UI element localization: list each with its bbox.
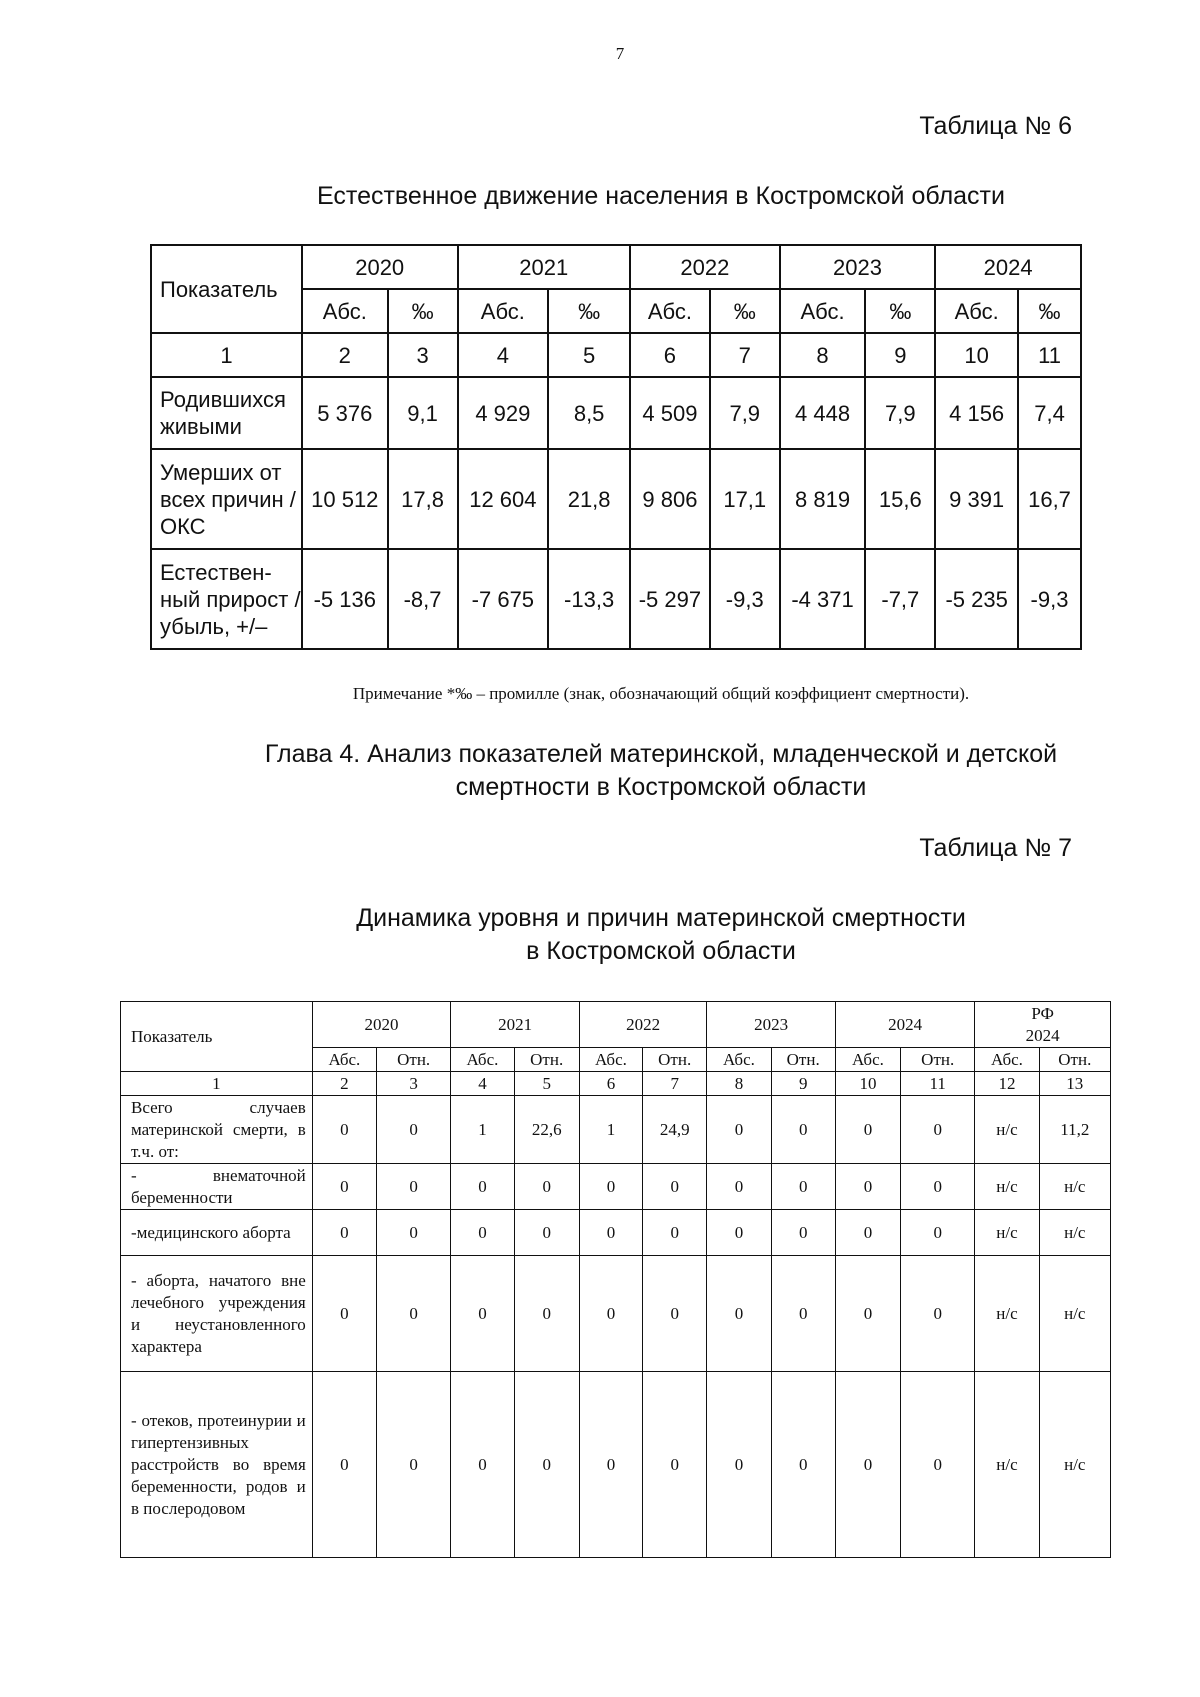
table6-cell: 9,1 xyxy=(388,377,458,449)
table7-column-number: 4 xyxy=(451,1072,514,1096)
table7-header-year: 2022 xyxy=(579,1002,707,1048)
table6-header-abs: Абс. xyxy=(458,289,549,333)
table7-cell: 0 xyxy=(514,1372,579,1558)
table7-header-year: 2020 xyxy=(312,1002,451,1048)
table7-header-rel: Отн. xyxy=(1039,1048,1110,1072)
table7-column-number: 5 xyxy=(514,1072,579,1096)
table6-header-abs: Абс. xyxy=(780,289,866,333)
table7-cell: 0 xyxy=(835,1096,900,1164)
table6-header-abs: Абс. xyxy=(302,289,388,333)
table6-header-years-row xyxy=(151,245,1081,289)
table7-cell: н/с xyxy=(1039,1372,1110,1558)
table7-maternal-mortality xyxy=(120,1001,1111,1558)
table7-header-abs: Абс. xyxy=(451,1048,514,1072)
table7-cell: 0 xyxy=(707,1164,771,1210)
table7-cell: 0 xyxy=(312,1210,376,1256)
table6-cell: -5 136 xyxy=(302,549,388,649)
table7-column-number: 13 xyxy=(1039,1072,1110,1096)
table6-cell: 4 929 xyxy=(458,377,549,449)
table7-header-rf xyxy=(975,1002,1111,1048)
table6-cell: 4 448 xyxy=(780,377,866,449)
table6-natural-movement xyxy=(150,244,1082,650)
table7-header-abs: Абс. xyxy=(975,1048,1039,1072)
table6-number-label: Таблица № 6 xyxy=(919,112,1072,140)
table7-cell: 0 xyxy=(514,1210,579,1256)
table7-cell: н/с xyxy=(975,1096,1039,1164)
table6-cell: 7,4 xyxy=(1018,377,1081,449)
table7-cell: н/с xyxy=(975,1164,1039,1210)
table7-cell: 0 xyxy=(377,1210,451,1256)
table6-column-number: 8 xyxy=(780,333,866,377)
table7-cell: 0 xyxy=(377,1372,451,1558)
table7-row-label: - аборта, начатого вне лечебного учреждения и неустановленного характера xyxy=(121,1256,313,1372)
table7-header-rf-line1: РФ xyxy=(1031,1003,1054,1023)
table7-cell: 0 xyxy=(835,1164,900,1210)
table7-row-ectopic xyxy=(121,1164,1111,1210)
table7-cell: 0 xyxy=(835,1256,900,1372)
table7-cell: 0 xyxy=(451,1372,514,1558)
table6-row-label: Естествен-ный прирост / убыль, +/– xyxy=(151,549,302,649)
table7-column-number: 10 xyxy=(835,1072,900,1096)
table6-column-numbers-row xyxy=(151,333,1081,377)
table7-header-years-row xyxy=(121,1002,1111,1048)
table7-cell: 0 xyxy=(579,1256,642,1372)
table6-cell: 17,1 xyxy=(710,449,780,549)
table6-header-year: 2023 xyxy=(780,245,936,289)
table6-cell: 4 156 xyxy=(935,377,1018,449)
table7-cell: 0 xyxy=(707,1372,771,1558)
table6-cell: -13,3 xyxy=(548,549,630,649)
table7-row-label: -медицинского аборта xyxy=(121,1210,313,1256)
table7-cell: н/с xyxy=(1039,1164,1110,1210)
table7-cell: 0 xyxy=(707,1210,771,1256)
table7-header-year: 2023 xyxy=(707,1002,836,1048)
table6-column-number: 7 xyxy=(710,333,780,377)
table7-header-abs: Абс. xyxy=(707,1048,771,1072)
table7-row-edema-hypertension xyxy=(121,1372,1111,1558)
table6-column-number: 11 xyxy=(1018,333,1081,377)
table7-cell: 0 xyxy=(771,1210,835,1256)
table7-cell: 0 xyxy=(377,1164,451,1210)
table6-cell: 9 806 xyxy=(630,449,710,549)
table7-header-rel: Отн. xyxy=(771,1048,835,1072)
table7-cell: 0 xyxy=(312,1372,376,1558)
table7-column-numbers-row xyxy=(121,1072,1111,1096)
table7-header-rel: Отн. xyxy=(901,1048,975,1072)
table6-cell: 10 512 xyxy=(302,449,388,549)
table6-cell: -4 371 xyxy=(780,549,866,649)
table7-cell: 0 xyxy=(514,1256,579,1372)
chapter4-title xyxy=(150,738,1172,804)
table6-cell: 21,8 xyxy=(548,449,630,549)
table7-row-label: - отеков, протеинурии и гипертензивных расстройств во время беременности, родов и в послеродовом xyxy=(121,1372,313,1558)
table6-cell: -5 235 xyxy=(935,549,1018,649)
table7-number-label: Таблица № 7 xyxy=(919,834,1072,862)
table7-header-rel: Отн. xyxy=(514,1048,579,1072)
table7-cell: 0 xyxy=(771,1256,835,1372)
table6-cell: -9,3 xyxy=(710,549,780,649)
table6-cell: 17,8 xyxy=(388,449,458,549)
table7-cell: 0 xyxy=(514,1164,579,1210)
table7-cell: н/с xyxy=(1039,1210,1110,1256)
table6-cell: 8,5 xyxy=(548,377,630,449)
table6-cell: -7,7 xyxy=(865,549,935,649)
table7-cell: 0 xyxy=(579,1210,642,1256)
table6-header-year: 2020 xyxy=(302,245,458,289)
table7-cell: 0 xyxy=(377,1256,451,1372)
table6-header-indicator: Показатель xyxy=(151,245,302,333)
chapter4-title-line2: смертности в Костромской области xyxy=(455,773,867,801)
table6-header-year: 2024 xyxy=(935,245,1081,289)
table7-column-number: 1 xyxy=(121,1072,313,1096)
table7-column-number: 12 xyxy=(975,1072,1039,1096)
table7-cell: 0 xyxy=(643,1164,707,1210)
table7-cell: 0 xyxy=(771,1164,835,1210)
table6-cell: 16,7 xyxy=(1018,449,1081,549)
table6-column-number: 2 xyxy=(302,333,388,377)
table7-cell: 22,6 xyxy=(514,1096,579,1164)
table6-column-number: 9 xyxy=(865,333,935,377)
table7-header-abs: Абс. xyxy=(312,1048,376,1072)
table6-column-number: 3 xyxy=(388,333,458,377)
table7-cell: н/с xyxy=(975,1256,1039,1372)
table7-cell: 0 xyxy=(771,1096,835,1164)
table7-cell: н/с xyxy=(975,1210,1039,1256)
table7-header-rel: Отн. xyxy=(643,1048,707,1072)
table7-column-number: 8 xyxy=(707,1072,771,1096)
table7-header-year: 2021 xyxy=(451,1002,580,1048)
table6-row-label: Умерших от всех причин / ОКС xyxy=(151,449,302,549)
table7-header-year: 2024 xyxy=(835,1002,975,1048)
table7-cell: 0 xyxy=(771,1372,835,1558)
table7-cell: 1 xyxy=(451,1096,514,1164)
table6-column-number: 4 xyxy=(458,333,549,377)
table7-row-medical-abortion xyxy=(121,1210,1111,1256)
table6-cell: 4 509 xyxy=(630,377,710,449)
table6-cell: 15,6 xyxy=(865,449,935,549)
table7-title xyxy=(150,902,1172,968)
table7-cell: 0 xyxy=(707,1256,771,1372)
table7-cell: 0 xyxy=(835,1210,900,1256)
table6-header-permille: ‰ xyxy=(388,289,458,333)
table6-column-number: 10 xyxy=(935,333,1018,377)
table7-column-number: 3 xyxy=(377,1072,451,1096)
table7-cell: 0 xyxy=(312,1164,376,1210)
table7-cell: 0 xyxy=(377,1096,451,1164)
table7-header-abs: Абс. xyxy=(835,1048,900,1072)
table6-column-number: 1 xyxy=(151,333,302,377)
page-number: 7 xyxy=(615,44,625,63)
table7-row-label: - внематочной беременности xyxy=(121,1164,313,1210)
table7-column-number: 11 xyxy=(901,1072,975,1096)
table6-cell: -7 675 xyxy=(458,549,549,649)
table6-row-births xyxy=(151,377,1081,449)
table7-cell: 0 xyxy=(901,1164,975,1210)
table7-row-out-of-hospital-abortion xyxy=(121,1256,1111,1372)
table7-cell: 0 xyxy=(707,1096,771,1164)
table7-cell: 0 xyxy=(312,1256,376,1372)
table7-cell: 0 xyxy=(901,1210,975,1256)
table6-header-year: 2021 xyxy=(458,245,631,289)
table6-column-number: 6 xyxy=(630,333,710,377)
table7-cell: 0 xyxy=(835,1372,900,1558)
table6-row-deaths xyxy=(151,449,1081,549)
table7-cell: 0 xyxy=(643,1256,707,1372)
table6-title: Естественное движение населения в Костромской области xyxy=(317,182,1005,210)
table6-cell: 8 819 xyxy=(780,449,866,549)
table7-cell: 11,2 xyxy=(1039,1096,1110,1164)
table6-column-number: 5 xyxy=(548,333,630,377)
table7-column-number: 9 xyxy=(771,1072,835,1096)
table6-cell: 12 604 xyxy=(458,449,549,549)
table7-title-line2: в Костромской области xyxy=(526,937,796,965)
table7-header-rf-line2: 2024 xyxy=(1025,1025,1060,1045)
table6-header-permille: ‰ xyxy=(548,289,630,333)
table7-row-total xyxy=(121,1096,1111,1164)
table7-cell: 24,9 xyxy=(643,1096,707,1164)
table6-cell: -8,7 xyxy=(388,549,458,649)
table7-cell: н/с xyxy=(975,1372,1039,1558)
table7-header-abs: Абс. xyxy=(579,1048,642,1072)
table6-row-label: Родившихся живыми xyxy=(151,377,302,449)
table6-cell: 9 391 xyxy=(935,449,1018,549)
table7-cell: 0 xyxy=(579,1372,642,1558)
table7-cell: 0 xyxy=(451,1210,514,1256)
table7-title-line1: Динамика уровня и причин материнской смертности xyxy=(356,904,966,932)
table7-cell: 0 xyxy=(643,1210,707,1256)
table7-cell: 0 xyxy=(643,1372,707,1558)
table7-header-indicator: Показатель xyxy=(121,1002,313,1072)
table7-cell: н/с xyxy=(1039,1256,1110,1372)
table6-cell: 5 376 xyxy=(302,377,388,449)
table6-cell: -9,3 xyxy=(1018,549,1081,649)
table7-cell: 1 xyxy=(579,1096,642,1164)
table7-cell: 0 xyxy=(901,1096,975,1164)
table6-cell: -5 297 xyxy=(630,549,710,649)
table6-header-abs: Абс. xyxy=(935,289,1018,333)
table7-cell: 0 xyxy=(451,1164,514,1210)
table6-header-abs: Абс. xyxy=(630,289,710,333)
table6-cell: 7,9 xyxy=(865,377,935,449)
table6-header-permille: ‰ xyxy=(710,289,780,333)
table7-column-number: 2 xyxy=(312,1072,376,1096)
table7-row-label: Всего случаев материнской смерти, в т.ч. от: xyxy=(121,1096,313,1164)
table6-header-permille: ‰ xyxy=(1018,289,1081,333)
table6-note: Примечание *‰ – промилле (знак, обозначающий общий коэффициент смертности). xyxy=(352,684,970,703)
chapter4-title-line1: Глава 4. Анализ показателей материнской, младенческой и детской xyxy=(264,740,1058,768)
table6-cell: 7,9 xyxy=(710,377,780,449)
table6-header-year: 2022 xyxy=(630,245,780,289)
table7-cell: 0 xyxy=(901,1372,975,1558)
table7-cell: 0 xyxy=(901,1256,975,1372)
table6-row-natural-increase xyxy=(151,549,1081,649)
table7-cell: 0 xyxy=(312,1096,376,1164)
table7-column-number: 7 xyxy=(643,1072,707,1096)
table7-cell: 0 xyxy=(579,1164,642,1210)
table6-header-permille: ‰ xyxy=(865,289,935,333)
table7-column-number: 6 xyxy=(579,1072,642,1096)
table7-header-rel: Отн. xyxy=(377,1048,451,1072)
table7-cell: 0 xyxy=(451,1256,514,1372)
